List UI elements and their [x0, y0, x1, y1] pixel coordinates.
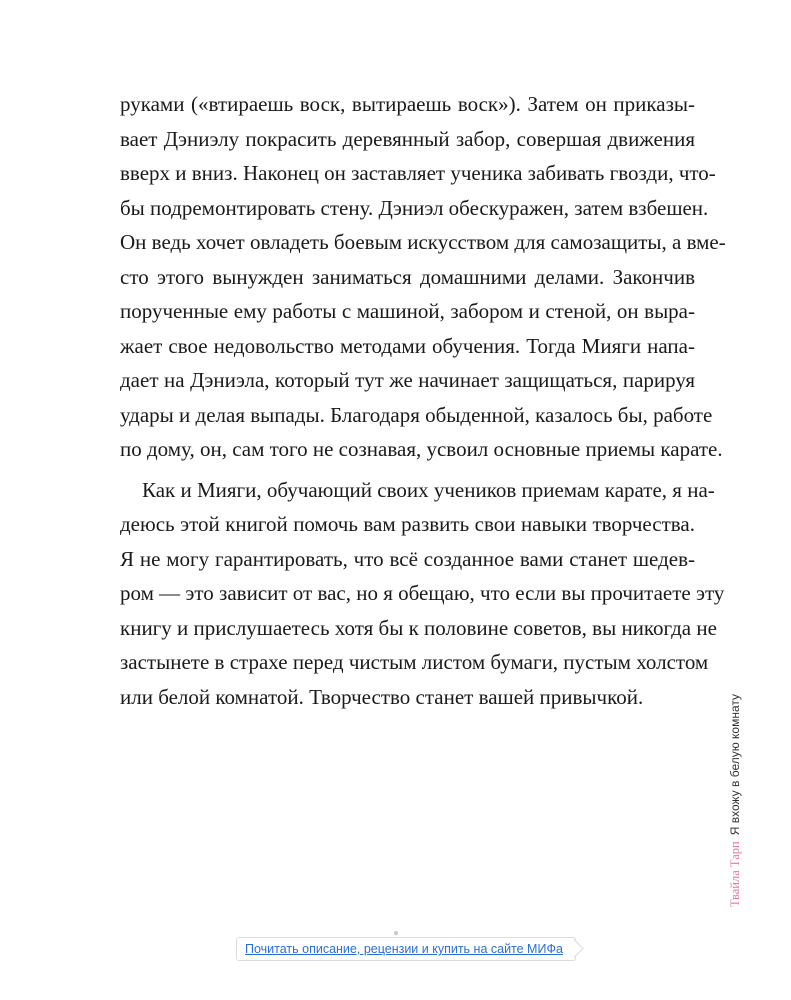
paragraph-line: застынете в страхе перед чистым листом бумаги, пустым холстом	[120, 650, 709, 674]
buy-on-mif-link[interactable]	[236, 937, 576, 961]
paragraph-line: жает свое недовольство методами обучения. Тогда Мияги напа-	[120, 333, 695, 358]
buy-on-mif-link-label[interactable]: Почитать описание, рецензии и купить на сайте МИФа	[245, 942, 563, 956]
paragraph-2	[120, 473, 725, 715]
paragraph-line: Я не могу гарантировать, что всё созданное вами станет шедев-	[120, 546, 695, 571]
paragraph-line: книгу и прислушаетесь хотя бы к половине советов, вы никогда не	[120, 615, 717, 640]
paragraph-line: или белой комнатой. Творчество станет вашей привычкой.	[120, 684, 644, 709]
paragraph-line: дает на Дэниэла, который тут же начинает защищаться, парируя	[120, 368, 695, 392]
paragraph-line: Он ведь хочет овладеть боевым искусством для самозащиты, а вме-	[120, 230, 726, 254]
paragraph-line: по дому, он, сам того не сознавая, усвоил основные приемы карате.	[120, 437, 723, 461]
running-title-book: Я вхожу в белую комнату	[728, 693, 742, 836]
paragraph-line: вает Дэниэлу покрасить деревянный забор, совершая движения	[120, 126, 695, 151]
body-text	[120, 87, 726, 714]
paragraph-line: руками («втираешь воск, вытираешь воск»). Затем он приказы-	[120, 92, 695, 116]
paragraph-line: удары и делая выпады. Благодаря обыденной, казалось бы, работе	[120, 402, 713, 427]
page-marker-dot	[394, 931, 398, 935]
paragraph-line: бы подремонтировать стену. Дэниэл обескуражен, затем взбешен.	[120, 195, 709, 220]
paragraph-line: вверх и вниз. Наконец он заставляет ученика забивать гвозди, что-	[120, 161, 716, 185]
paragraph-1	[120, 87, 726, 467]
paragraph-line: ром — это зависит от вас, но я обещаю, что если вы прочитаете эту	[120, 581, 725, 605]
side-running-title	[727, 693, 749, 907]
paragraph-line: деюсь этой книгой помочь вам развить свои навыки творчества.	[120, 512, 695, 536]
paragraph-line: Как и Мияги, обучающий своих учеников приемам карате, я на-	[142, 477, 715, 502]
paragraph-line: порученные ему работы с машиной, забором и стеной, он выра-	[120, 299, 695, 323]
paragraph-line: сто этого вынужден заниматься домашними делами. Закончив	[120, 264, 695, 289]
running-title-author: Твайла Тарп	[728, 841, 742, 907]
